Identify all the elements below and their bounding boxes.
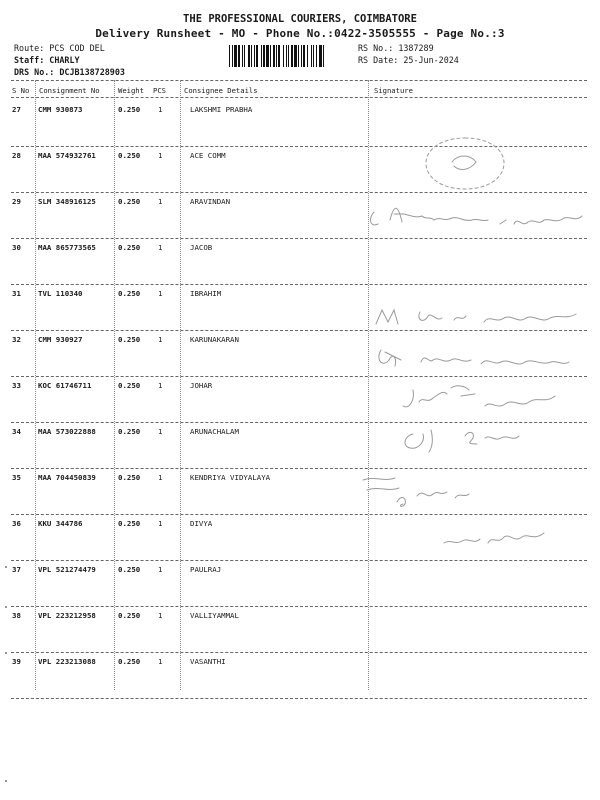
column-divider [180,80,181,690]
row-consignee: ARUNACHALAM [190,427,239,436]
row-separator [11,468,587,469]
staff-label: Staff: CHARLY [14,55,80,65]
row-sno: 28 [12,151,21,160]
row-separator [11,652,587,653]
row-pcs: 1 [158,105,163,114]
row-pcs: 1 [158,243,163,252]
signature-row36 [440,525,560,551]
row-consignee: ACE COMM [190,151,226,160]
row-sno: 33 [12,381,21,390]
row-weight: 0.250 [118,151,141,160]
row-pcs: 1 [158,381,163,390]
header-rule [11,97,587,98]
col-header-pcs: PCS [153,86,166,95]
row-weight: 0.250 [118,243,141,252]
row-consignment-no: MAA 865773565 [38,243,96,252]
row-weight: 0.250 [118,335,141,344]
row-sno: 32 [12,335,21,344]
row-pcs: 1 [158,473,163,482]
row-consignee: VALLIYAMMAL [190,611,239,620]
row-weight: 0.250 [118,197,141,206]
row-consignee: LAKSHMI PRABHA [190,105,253,114]
row-pcs: 1 [158,519,163,528]
row-consignment-no: VPL 223213088 [38,657,96,666]
row-consignee: VASANTHI [190,657,226,666]
row-consignment-no: VPL 521274479 [38,565,96,574]
row-weight: 0.250 [118,473,141,482]
route-label: Route: PCS COD DEL [14,43,105,53]
row-weight: 0.250 [118,105,141,114]
col-header-weight: Weight [118,86,144,95]
row-consignment-no: TVL 110340 [38,289,83,298]
col-header-sno: S No [12,86,30,95]
signature-row32 [375,342,575,374]
row-separator [11,376,587,377]
row-pcs: 1 [158,427,163,436]
page-subtitle: Delivery Runsheet - MO - Phone No.:0422-3505555 - Page No.:3 [95,27,505,40]
drs-number: DRS No.: DCJB138728903 [14,67,125,77]
signature-row29 [368,198,590,238]
col-header-signature: Signature [374,86,413,95]
page-title: THE PROFESSIONAL COURIERS, COIMBATORE [183,13,417,25]
margin-dot [5,566,7,568]
row-pcs: 1 [158,565,163,574]
row-consignee: DIVYA [190,519,213,528]
row-pcs: 1 [158,657,163,666]
row-weight: 0.250 [118,519,141,528]
row-sno: 38 [12,611,21,620]
row-consignment-no: KOC 61746711 [38,381,92,390]
signature-row31 [372,302,582,332]
row-pcs: 1 [158,151,163,160]
col-header-consignment: Consignment No [39,86,100,95]
row-consignee: JOHAR [190,381,213,390]
row-consignee: JACOB [190,243,213,252]
row-weight: 0.250 [118,381,141,390]
row-consignee: ARAVINDAN [190,197,231,206]
row-pcs: 1 [158,335,163,344]
row-consignment-no: SLM 348916125 [38,197,96,206]
signature-row34 [385,422,545,456]
row-consignment-no: CMM 930927 [38,335,83,344]
row-weight: 0.250 [118,657,141,666]
rs-date: RS Date: 25-Jun-2024 [358,55,459,65]
barcode [229,45,353,67]
row-sno: 35 [12,473,21,482]
row-separator [11,284,587,285]
margin-dot [5,606,7,608]
row-weight: 0.250 [118,565,141,574]
row-sno: 29 [12,197,21,206]
row-consignment-no: CMM 930873 [38,105,83,114]
col-header-consignee: Consignee Details [184,86,258,95]
stamp-mark [420,132,510,194]
row-sno: 31 [12,289,21,298]
row-pcs: 1 [158,611,163,620]
row-consignee: KENDRIYA VIDYALAYA [190,473,271,482]
signature-row33 [385,380,565,418]
row-consignee: KARUNAKARAN [190,335,239,344]
row-sno: 30 [12,243,21,252]
row-separator [11,606,587,607]
row-separator [11,238,587,239]
row-consignment-no: MAA 574932761 [38,151,96,160]
row-separator [11,560,587,561]
signature-row35 [355,468,485,508]
row-consignment-no: MAA 573022888 [38,427,96,436]
row-weight: 0.250 [118,611,141,620]
column-divider [114,80,115,690]
rs-number: RS No.: 1387289 [358,43,434,53]
row-consignment-no: KKU 344786 [38,519,83,528]
row-consignment-no: VPL 223212958 [38,611,96,620]
row-sno: 27 [12,105,21,114]
row-weight: 0.250 [118,427,141,436]
column-divider [35,80,36,690]
row-consignee: PAULRAJ [190,565,222,574]
row-consignment-no: MAA 704450839 [38,473,96,482]
row-sno: 37 [12,565,21,574]
row-separator [11,698,587,699]
row-separator [11,514,587,515]
row-weight: 0.250 [118,289,141,298]
column-divider [368,80,369,690]
row-sno: 36 [12,519,21,528]
row-pcs: 1 [158,197,163,206]
margin-dot [5,652,7,654]
row-sno: 39 [12,657,21,666]
table-top-rule [11,80,587,81]
row-pcs: 1 [158,289,163,298]
row-consignee: IBRAHIM [190,289,222,298]
margin-dot [5,780,7,782]
row-sno: 34 [12,427,21,436]
